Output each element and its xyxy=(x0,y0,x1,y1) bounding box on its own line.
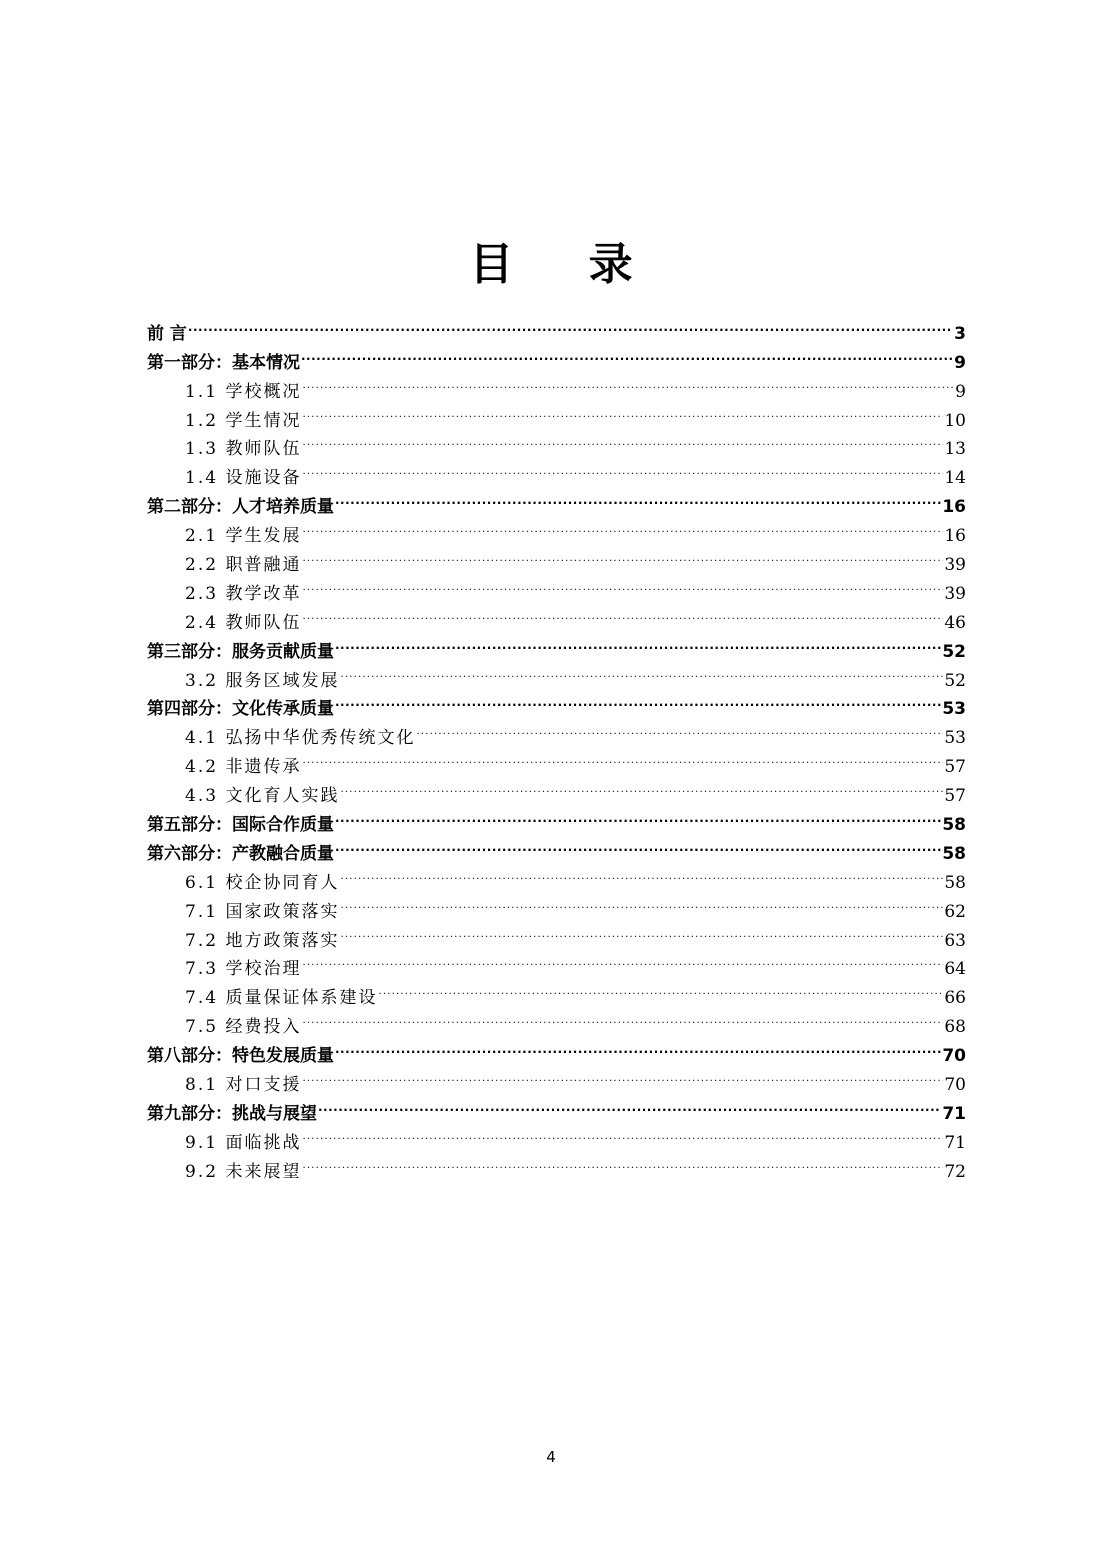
toc-entry-page: 58 xyxy=(944,872,966,893)
toc-entry-label: 1.1 学校概况 xyxy=(185,381,302,402)
toc-dot-leader xyxy=(340,772,943,801)
toc-entry-page: 70 xyxy=(942,1046,966,1067)
toc-entry-label: 4.3 文化育人实践 xyxy=(185,786,340,807)
toc-entry-label: 第五部分：国际合作质量 xyxy=(147,815,334,836)
toc-dot-leader xyxy=(340,917,943,946)
toc-entry-page: 52 xyxy=(942,641,966,662)
toc-dot-leader xyxy=(340,859,943,888)
toc-entry-page: 68 xyxy=(944,1017,966,1038)
toc-dot-leader xyxy=(340,657,943,686)
toc-dot-leader xyxy=(335,628,941,657)
toc-dot-leader xyxy=(302,743,943,772)
toc-entry-label: 2.1 学生发展 xyxy=(185,526,302,547)
toc-entry-label: 1.4 设施设备 xyxy=(185,468,302,489)
toc-dot-leader xyxy=(335,686,941,715)
toc-dot-leader xyxy=(302,599,943,628)
toc-dot-leader xyxy=(302,426,943,455)
toc-entry-page: 13 xyxy=(944,439,966,460)
toc-entry-label: 第二部分：人才培养质量 xyxy=(147,497,334,518)
toc-entry-label: 第八部分：特色发展质量 xyxy=(147,1046,334,1067)
toc-entry-page: 10 xyxy=(944,410,966,431)
toc-entry-label: 第一部分：基本情况 xyxy=(147,352,300,373)
toc-dot-leader xyxy=(335,1032,941,1061)
toc-entry-label: 第四部分：文化传承质量 xyxy=(147,699,334,720)
toc-entry-label: 前 言 xyxy=(147,323,187,344)
toc-dot-leader xyxy=(302,1003,943,1032)
toc-entry-label: 9.2 未来展望 xyxy=(185,1161,302,1182)
toc-entry-label: 9.1 面临挑战 xyxy=(185,1132,302,1153)
toc-dot-leader xyxy=(302,368,954,397)
toc-entry-page: 71 xyxy=(942,1103,966,1124)
toc-entry-page: 16 xyxy=(942,497,966,518)
toc-entry-label: 7.1 国家政策落实 xyxy=(185,901,340,922)
toc-entry-page: 63 xyxy=(944,930,966,951)
toc-entry-label: 7.3 学校治理 xyxy=(185,959,302,980)
toc-entry-page: 9 xyxy=(954,352,966,373)
toc-entry-label: 第三部分：服务贡献质量 xyxy=(147,641,334,662)
toc-dot-leader xyxy=(302,1119,943,1148)
table-of-contents xyxy=(147,310,966,1182)
toc-entry-page: 53 xyxy=(942,699,966,720)
toc-dot-leader xyxy=(301,339,953,368)
toc-entry-label: 2.2 职普融通 xyxy=(185,555,302,576)
toc-dot-leader xyxy=(335,801,941,830)
toc-entry-page: 39 xyxy=(944,555,966,576)
toc-dot-leader xyxy=(378,974,943,1003)
toc-entry-label: 7.4 质量保证体系建设 xyxy=(185,988,378,1009)
toc-dot-leader xyxy=(302,512,943,541)
toc-dot-leader xyxy=(416,714,943,743)
toc-entry-label: 3.2 服务区域发展 xyxy=(185,670,340,691)
toc-entry-page: 14 xyxy=(944,468,966,489)
toc-entry-label: 2.3 教学改革 xyxy=(185,583,302,604)
toc-entry-page: 46 xyxy=(944,612,966,633)
toc-dot-leader xyxy=(188,310,953,339)
toc-entry-page: 64 xyxy=(944,959,966,980)
toc-dot-leader xyxy=(318,1090,941,1119)
toc-entry-page: 39 xyxy=(944,583,966,604)
toc-dot-leader xyxy=(302,1148,943,1177)
page-number: 4 xyxy=(546,1448,556,1466)
toc-section-entry[interactable] xyxy=(147,339,966,373)
toc-entry-page: 70 xyxy=(944,1075,966,1096)
toc-entry-label: 4.2 非遗传承 xyxy=(185,757,302,778)
toc-entry-label: 第六部分：产教融合质量 xyxy=(147,843,334,864)
toc-entry-page: 72 xyxy=(944,1161,966,1182)
toc-entry-page: 62 xyxy=(944,901,966,922)
toc-entry-page: 71 xyxy=(944,1132,966,1153)
toc-entry-label: 4.1 弘扬中华优秀传统文化 xyxy=(185,728,416,749)
toc-entry-label: 8.1 对口支援 xyxy=(185,1075,302,1096)
toc-entry-label: 7.5 经费投入 xyxy=(185,1017,302,1038)
toc-dot-leader xyxy=(302,946,943,975)
toc-entry-page: 57 xyxy=(944,786,966,807)
toc-entry-label: 1.2 学生情况 xyxy=(185,410,302,431)
toc-entry-page: 58 xyxy=(942,815,966,836)
toc-section-entry[interactable] xyxy=(147,310,966,344)
page-title: 目 录 xyxy=(469,239,663,291)
toc-entry-page: 52 xyxy=(944,670,966,691)
toc-entry-page: 9 xyxy=(955,381,966,402)
toc-dot-leader xyxy=(302,397,943,426)
toc-entry-page: 16 xyxy=(944,526,966,547)
toc-entry-page: 57 xyxy=(944,757,966,778)
toc-dot-leader xyxy=(302,570,943,599)
toc-entry-label: 6.1 校企协同育人 xyxy=(185,872,340,893)
toc-entry-page: 66 xyxy=(944,988,966,1009)
toc-entry-label: 2.4 教师队伍 xyxy=(185,612,302,633)
toc-dot-leader xyxy=(302,541,943,570)
toc-entry-label: 1.3 教师队伍 xyxy=(185,439,302,460)
toc-dot-leader xyxy=(335,483,941,512)
toc-entry-page: 53 xyxy=(944,728,966,749)
toc-dot-leader xyxy=(302,454,943,483)
toc-dot-leader xyxy=(335,830,941,859)
toc-dot-leader xyxy=(302,1061,943,1090)
toc-entry-label: 第九部分：挑战与展望 xyxy=(147,1103,317,1124)
toc-entry-page: 58 xyxy=(942,843,966,864)
toc-entry-page: 3 xyxy=(954,323,966,344)
toc-entry-label: 7.2 地方政策落实 xyxy=(185,930,340,951)
toc-dot-leader xyxy=(340,888,943,917)
